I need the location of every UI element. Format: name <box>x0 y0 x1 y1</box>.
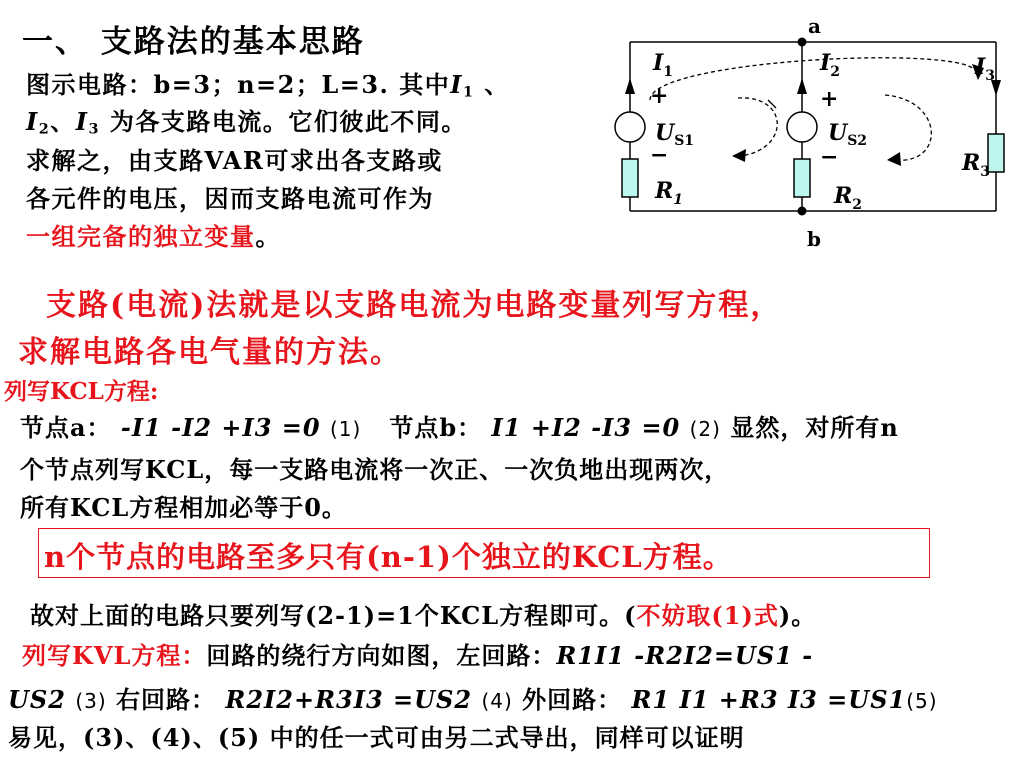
kvl-label: 列写KVL方程： <box>22 641 207 670</box>
kvl-eq-3-num: (3) <box>75 689 107 713</box>
label-R3: $R_3$ <box>962 150 991 180</box>
loop-arcs <box>650 58 975 160</box>
kcl-row-2: 个节点列写KCL，每一支路电流将一次正、一次负地出现两次， <box>20 455 730 484</box>
label-R2: $R_2$ <box>834 183 863 213</box>
intro-sep2: 、 <box>50 107 76 136</box>
kvl-eq-3b: US2 <box>8 685 66 714</box>
kvl-row-1 <box>22 636 813 671</box>
intro-highlight: 一组完备的独立变量 <box>26 222 256 251</box>
boxed-statement: n个节点的电路至多只有(n-1)个独立的KCL方程。 <box>44 540 733 574</box>
source-us2 <box>787 112 817 142</box>
intro-period: 。 <box>255 222 281 251</box>
kvl-eq-4: R2I2+R3I3 =US2 <box>225 685 473 714</box>
source-us1 <box>615 112 645 142</box>
arrow-I2 <box>797 78 807 94</box>
intro-line-5 <box>26 218 281 255</box>
sub-2: 2 <box>38 120 51 138</box>
note-end: )。 <box>778 601 817 630</box>
note-red: 不妨取(1)式 <box>636 601 779 630</box>
var-I1: I <box>450 70 463 99</box>
intro-line-3: 求解之，由支路VAR可求出各支路或 <box>26 146 443 175</box>
resistor-r1 <box>622 159 638 197</box>
label-I1: $I_1$ <box>653 50 674 80</box>
node-a-dot <box>798 38 807 47</box>
kcl-node-a: 节点a： <box>20 413 112 442</box>
label-I2: $I_2$ <box>820 50 841 80</box>
label-minus-2: − <box>820 144 839 170</box>
note-text: 故对上面的电路只要列写(2-1)=1个KCL方程即可。( <box>30 601 637 630</box>
circuit-diagram <box>600 10 1024 260</box>
kvl-right-loop: 右回路： <box>116 685 217 714</box>
section-heading: 一、 支路法的基本思路 <box>22 24 365 60</box>
label-node-b: b <box>807 227 821 251</box>
var-I2: I <box>26 107 39 136</box>
kvl-outer-loop: 外回路： <box>522 685 623 714</box>
kvl-eq-5-num: (5) <box>906 689 938 713</box>
kcl-node-b: 节点b： <box>389 413 483 442</box>
kcl-eq-1-num: (1) <box>329 417 362 441</box>
kcl-eq-2: I1 +I2 -I3 =0 <box>491 413 681 442</box>
definition-line-2: 求解电路各电气量的方法。 <box>18 335 402 370</box>
resistor-r2 <box>794 159 810 197</box>
loop-arrowhead-small <box>768 100 776 108</box>
intro-line-4: 各元件的电压，因而支路电流可作为 <box>26 184 434 213</box>
label-node-a: a <box>808 14 821 38</box>
sub-1: 1 <box>462 83 475 101</box>
kcl-row-3: 所有KCL方程相加必等于0。 <box>20 493 347 522</box>
kcl-eq-1: -I1 -I2 +I3 =0 <box>120 413 321 442</box>
sub-3: 3 <box>88 120 100 138</box>
label-R1: $R_1$ <box>655 178 684 208</box>
label-plus-1: + <box>650 83 669 109</box>
kcl-label: 列写KCL方程: <box>4 378 159 405</box>
intro-text-2: 为各支路电流。它们彼此不同。 <box>100 107 467 136</box>
kvl-row-2 <box>8 680 938 715</box>
kvl-eq-5: R1 I1 +R3 I3 =US1 <box>631 685 907 714</box>
label-US1: $U_{S1}$ <box>655 120 695 149</box>
label-I3: $I_3$ <box>975 54 996 84</box>
var-I3: I <box>75 107 89 136</box>
kvl-eq-4-num: (4) <box>481 689 513 713</box>
kvl-eq-3a: R1I1 -R2I2=US1 - <box>556 641 814 670</box>
loop-arrowhead-right <box>887 152 901 166</box>
kvl-intro: 回路的绕行方向如图，左回路： <box>206 641 557 670</box>
node-b-dot <box>798 207 807 216</box>
label-US2: $U_{S2}$ <box>828 120 868 149</box>
note-line <box>30 596 816 631</box>
kcl-obvious: 显然，对所有n <box>730 413 899 442</box>
label-plus-2: + <box>820 86 839 112</box>
label-minus-1: − <box>650 142 669 168</box>
kvl-row-3: 易见，(3)、(4)、(5) 中的任一式可由另二式导出，同样可以证明 <box>8 723 745 752</box>
loop-arrowhead-left <box>732 149 746 162</box>
kcl-eq-2-num: (2) <box>689 417 721 441</box>
intro-sep: 、 <box>474 70 510 99</box>
resistor-r3 <box>988 134 1004 172</box>
arrow-I1 <box>625 78 635 94</box>
kcl-row-1 <box>20 408 899 443</box>
definition-line-1: 支路(电流)法就是以支路电流为电路变量列写方程， <box>46 288 783 323</box>
intro-text-1: 图示电路：b=3；n=2；L=3. 其中 <box>26 70 451 99</box>
intro-line-2 <box>26 103 467 148</box>
